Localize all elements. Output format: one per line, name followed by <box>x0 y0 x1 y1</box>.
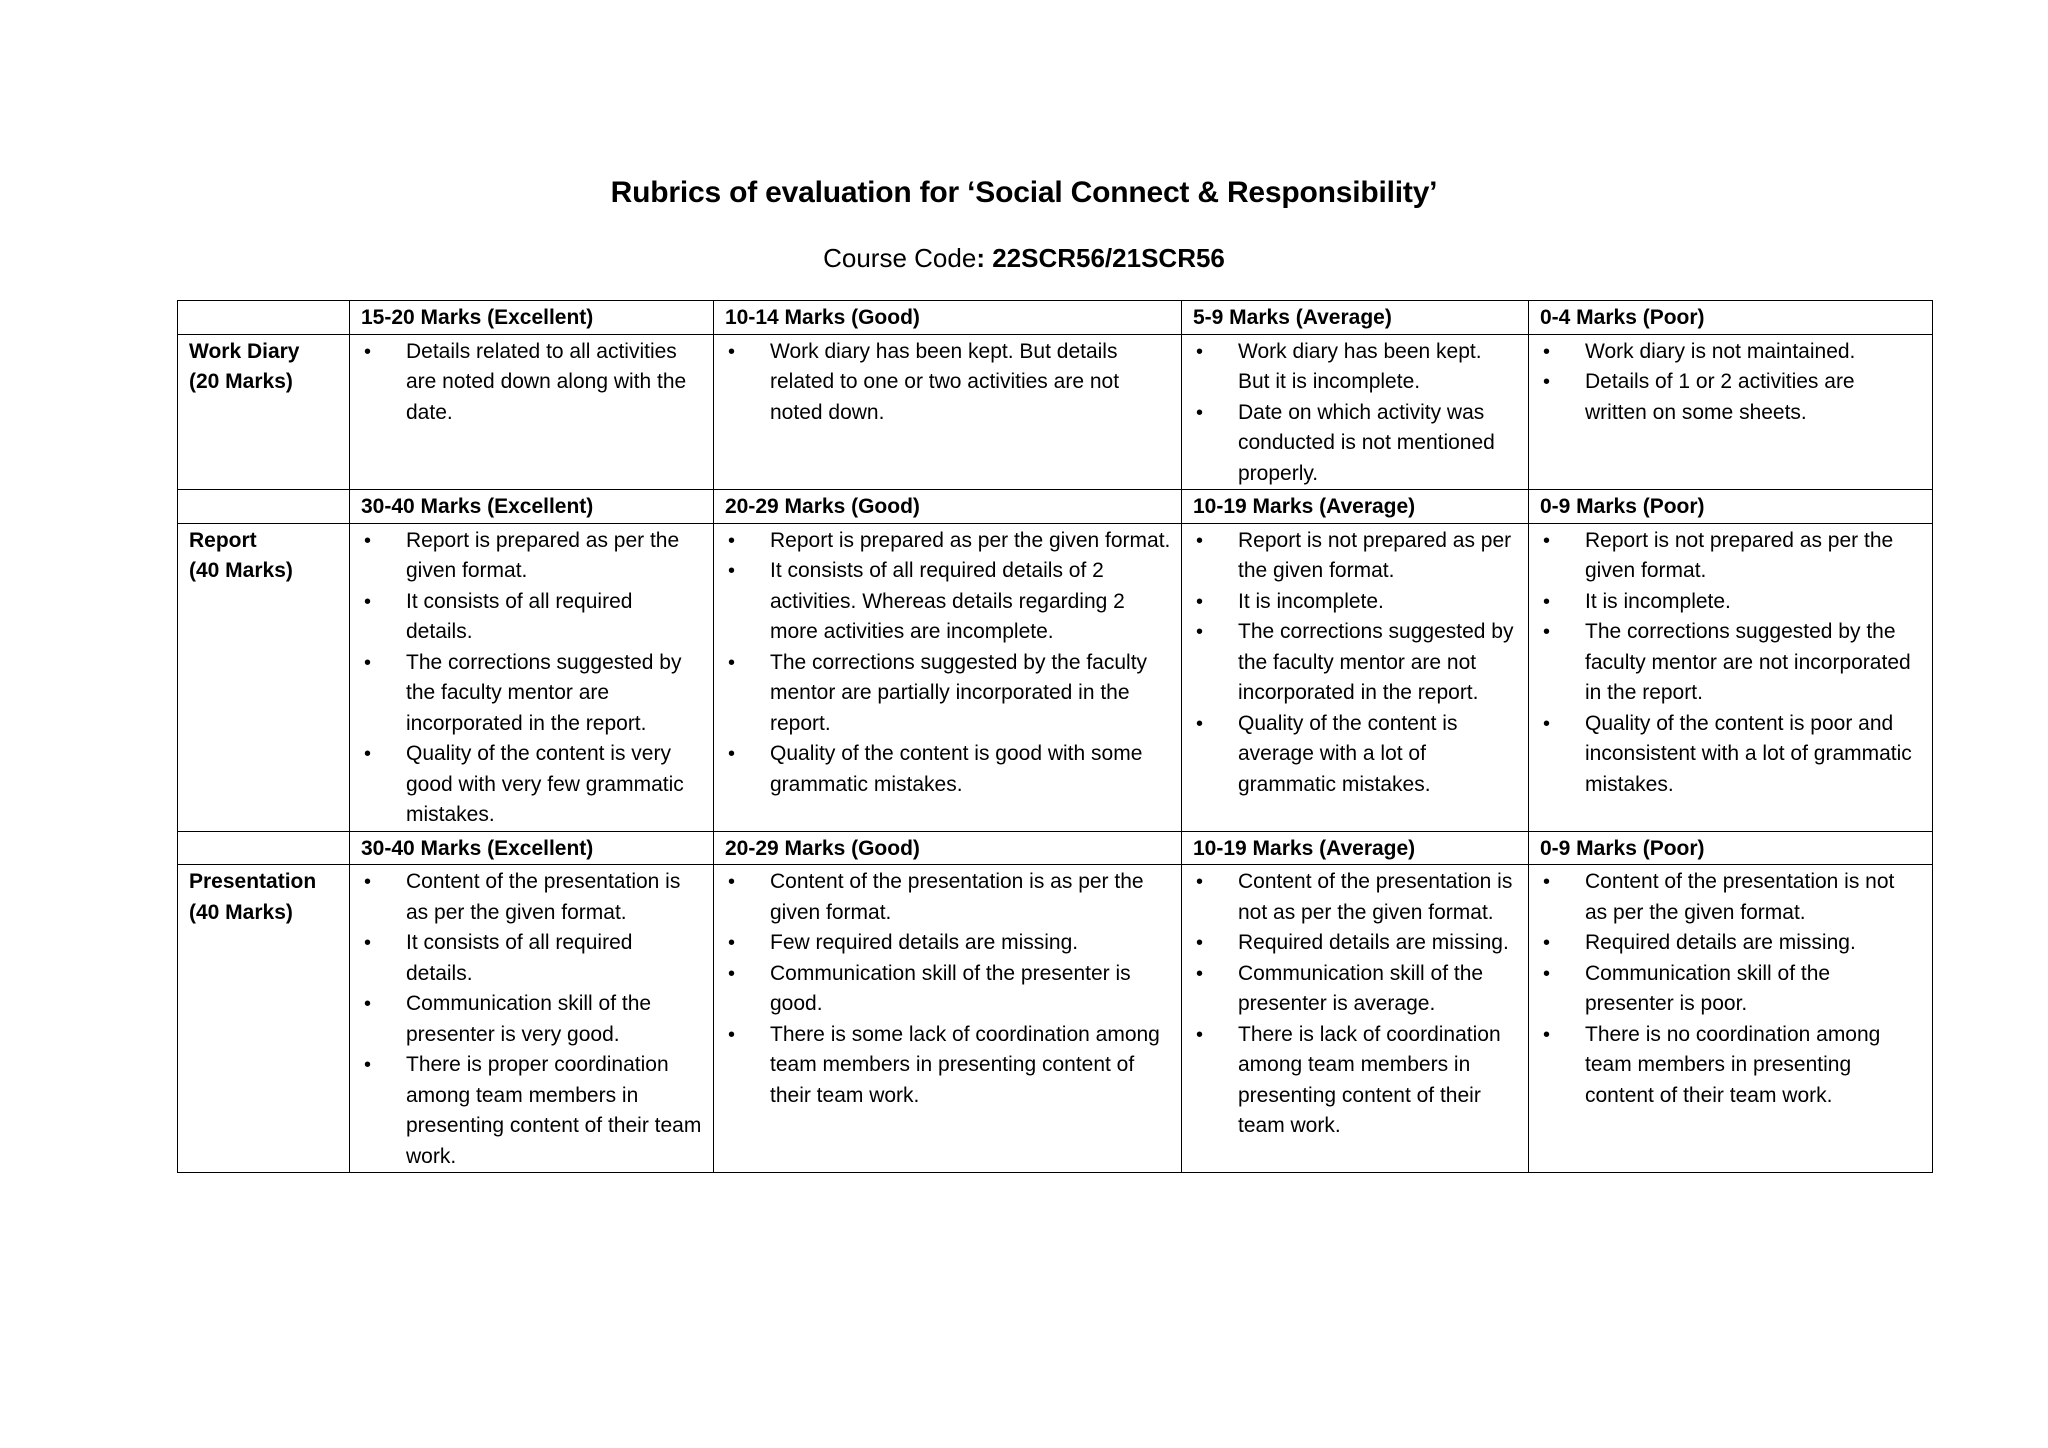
descriptor-item: • Few required details are missing. <box>725 928 1171 959</box>
descriptor-item: • Quality of the content is poor and inconsistent with a lot of grammatic mistakes. <box>1540 709 1922 801</box>
descriptor-item: • There is lack of coordination among team members in presenting content of their team work. <box>1193 1020 1518 1142</box>
criterion-cell <box>178 334 350 490</box>
descriptor-list <box>361 337 703 429</box>
descriptor-cell <box>1529 334 1933 490</box>
descriptor-item: • Work diary is not maintained. <box>1540 337 1922 368</box>
descriptor-item: • Required details are missing. <box>1193 928 1518 959</box>
report-band-row <box>178 490 1933 524</box>
band-header: 5-9 Marks (Average) <box>1182 301 1529 335</box>
band-header: 20-29 Marks (Good) <box>714 490 1182 524</box>
descriptor-cell <box>714 334 1182 490</box>
descriptor-item: • It consists of all required details. <box>361 587 703 648</box>
descriptor-item: • Report is prepared as per the given format. <box>725 526 1171 557</box>
descriptor-item: • Report is prepared as per the given format. <box>361 526 703 587</box>
descriptor-item: • The corrections suggested by the faculty mentor are partially incorporated in the report. <box>725 648 1171 740</box>
descriptor-item: • Content of the presentation is as per the given format. <box>725 867 1171 928</box>
descriptor-item: • It is incomplete. <box>1540 587 1922 618</box>
empty-header-cell <box>178 831 350 865</box>
descriptor-item: • Work diary has been kept. But details related to one or two activities are not noted down. <box>725 337 1171 429</box>
descriptor-cell <box>350 865 714 1173</box>
course-code-label: Course Code <box>823 243 977 273</box>
band-header: 30-40 Marks (Excellent) <box>350 831 714 865</box>
descriptor-cell <box>350 334 714 490</box>
descriptor-list <box>725 337 1171 429</box>
band-header: 10-19 Marks (Average) <box>1182 490 1529 524</box>
criterion-name: Presentation <box>189 870 317 893</box>
descriptor-item: • It consists of all required details. <box>361 928 703 989</box>
descriptor-item: • Details related to all activities are noted down along with the date. <box>361 337 703 429</box>
descriptor-list <box>361 867 703 1172</box>
descriptor-cell <box>350 523 714 831</box>
descriptor-item: • The corrections suggested by the faculty mentor are not incorporated in the report. <box>1193 617 1518 709</box>
descriptor-item: • Required details are missing. <box>1540 928 1922 959</box>
descriptor-list <box>725 526 1171 801</box>
descriptor-item: • There is some lack of coordination among team members in presenting content of their team work. <box>725 1020 1171 1112</box>
descriptor-list <box>1540 526 1922 801</box>
descriptor-list <box>1193 526 1518 801</box>
descriptor-item: • Communication skill of the presenter is average. <box>1193 959 1518 1020</box>
descriptor-item: • Communication skill of the presenter is very good. <box>361 989 703 1050</box>
descriptor-cell <box>714 523 1182 831</box>
band-header: 10-19 Marks (Average) <box>1182 831 1529 865</box>
report-criteria-row <box>178 523 1933 831</box>
descriptor-item: • Communication skill of the presenter is good. <box>725 959 1171 1020</box>
descriptor-item: • It is incomplete. <box>1193 587 1518 618</box>
work-diary-band-row <box>178 301 1933 335</box>
band-header: 20-29 Marks (Good) <box>714 831 1182 865</box>
descriptor-list <box>1193 337 1518 490</box>
descriptor-list <box>725 867 1171 1111</box>
descriptor-list <box>361 526 703 831</box>
descriptor-item: • Content of the presentation is not as per the given format. <box>1540 867 1922 928</box>
rubric-table <box>177 300 1933 1173</box>
descriptor-cell <box>1182 523 1529 831</box>
descriptor-item: • Details of 1 or 2 activities are written on some sheets. <box>1540 367 1922 428</box>
criterion-cell <box>178 523 350 831</box>
descriptor-item: • Work diary has been kept. But it is incomplete. <box>1193 337 1518 398</box>
presentation-criteria-row <box>178 865 1933 1173</box>
descriptor-item: • Quality of the content is average with a lot of grammatic mistakes. <box>1193 709 1518 801</box>
descriptor-item: • It consists of all required details of 2 activities. Whereas details regarding 2 more activities are incomplete. <box>725 556 1171 648</box>
presentation-band-row <box>178 831 1933 865</box>
criterion-name: Report <box>189 528 257 552</box>
descriptor-item: • Quality of the content is good with some grammatic mistakes. <box>725 739 1171 800</box>
band-header: 0-9 Marks (Poor) <box>1529 490 1933 524</box>
descriptor-cell <box>1529 865 1933 1173</box>
band-header: 0-4 Marks (Poor) <box>1529 301 1933 335</box>
descriptor-cell <box>1182 334 1529 490</box>
criterion-marks: (40 Marks) <box>189 900 293 924</box>
criterion-marks: (20 Marks) <box>189 370 293 393</box>
criterion-name: Work Diary <box>189 339 300 363</box>
descriptor-item: • Content of the presentation is not as per the given format. <box>1193 867 1518 928</box>
descriptor-item: • The corrections suggested by the faculty mentor are not incorporated in the report. <box>1540 617 1922 709</box>
descriptor-item: • Quality of the content is very good with very few grammatic mistakes. <box>361 739 703 831</box>
empty-header-cell <box>178 301 350 335</box>
band-header: 15-20 Marks (Excellent) <box>350 301 714 335</box>
descriptor-item: • There is no coordination among team members in presenting content of their team work. <box>1540 1020 1922 1112</box>
descriptor-item: • Communication skill of the presenter is poor. <box>1540 959 1922 1020</box>
document-title: Rubrics of evaluation for ‘Social Connect & Responsibility’ <box>610 176 1438 209</box>
descriptor-item: • Date on which activity was conducted is not mentioned properly. <box>1193 398 1518 490</box>
descriptor-item: • Content of the presentation is as per the given format. <box>361 867 703 928</box>
descriptor-list <box>1540 337 1922 429</box>
work-diary-criteria-row <box>178 334 1933 490</box>
criterion-cell <box>178 865 350 1173</box>
criterion-marks: (40 Marks) <box>189 559 293 582</box>
descriptor-cell <box>1529 523 1933 831</box>
band-header: 0-9 Marks (Poor) <box>1529 831 1933 865</box>
band-header: 30-40 Marks (Excellent) <box>350 490 714 524</box>
band-header: 10-14 Marks (Good) <box>714 301 1182 335</box>
descriptor-item: • The corrections suggested by the faculty mentor are incorporated in the report. <box>361 648 703 740</box>
course-code-value: : 22SCR56/21SCR56 <box>976 243 1225 273</box>
descriptor-cell <box>714 865 1182 1173</box>
empty-header-cell <box>178 490 350 524</box>
descriptor-item: • There is proper coordination among team members in presenting content of their team work. <box>361 1050 703 1172</box>
descriptor-item: • Report is not prepared as per the given format. <box>1540 526 1922 587</box>
course-code-line <box>0 243 2048 274</box>
descriptor-cell <box>1182 865 1529 1173</box>
descriptor-list <box>1193 867 1518 1142</box>
descriptor-list <box>1540 867 1922 1111</box>
descriptor-item: • Report is not prepared as per the given format. <box>1193 526 1518 587</box>
